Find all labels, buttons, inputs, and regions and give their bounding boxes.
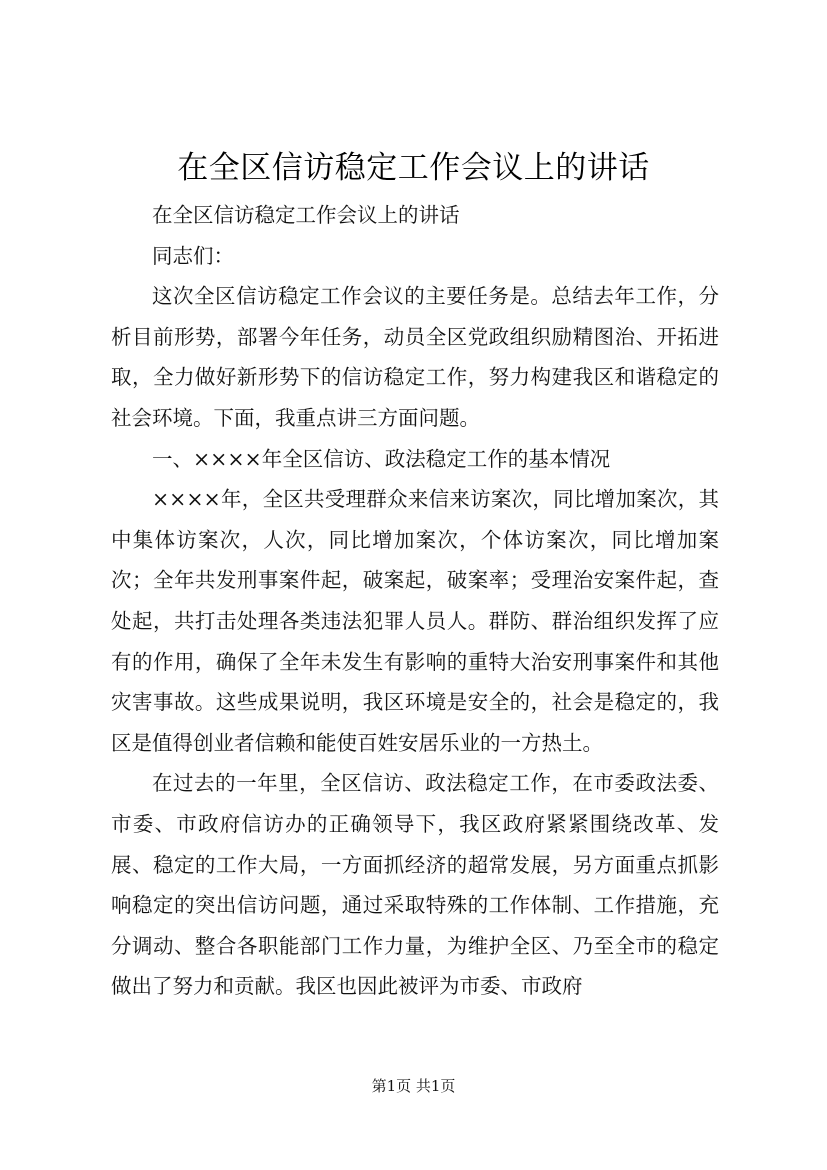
body-paragraph: 在过去的一年里，全区信访、政法稳定工作，在市委政法委、市委、市政府信访办的正确领导下，我区政府紧紧围绕改革、发展、稳定的工作大局，一方面抓经济的超常发展，另方面重点抓影响稳定的突出信访问题，通过采取特殊的工作体制、工作措施，充分调动、整合各职能部门工作力量，为维护全区、乃至全市的稳定做出了努力和贡献。我区也因此被评为市委、市政府 xyxy=(111,771,719,999)
section-heading: 一、××××年全区信访、政法稳定工作的基本情况 xyxy=(152,446,611,471)
document-body xyxy=(111,195,719,1007)
salutation-paragraph: 同志们： xyxy=(152,243,234,268)
page-footer: 第1页 共1页 xyxy=(371,1077,456,1095)
body-paragraph: 这次全区信访稳定工作会议的主要任务是。总结去年工作，分析目前形势，部署今年任务，动员全区党政组织励精图治、开拓进取，全力做好新形势下的信访稳定工作，努力构建我区和谐稳定的社会环境。下面，我重点讲三方面问题。 xyxy=(111,284,719,430)
document-title: 在全区信访稳定工作会议上的讲话 xyxy=(177,150,650,186)
subtitle-paragraph: 在全区信访稳定工作会议上的讲话 xyxy=(152,203,460,227)
body-paragraph: ××××年，全区共受理群众来信来访案次，同比增加案次，其中集体访案次，人次，同比增加案次，个体访案次，同比增加案次；全年共发刑事案件起，破案起，破案率；受理治安案件起，查处起，共打击处理各类违法犯罪人员人。群防、群治组织发挥了应有的作用，确保了全年未发生有影响的重特大治安刑事案件和其他灾害事故。这些成果说明，我区环境是安全的，社会是稳定的，我区是值得创业者信赖和能使百姓安居乐业的一方热土。 xyxy=(111,487,719,755)
